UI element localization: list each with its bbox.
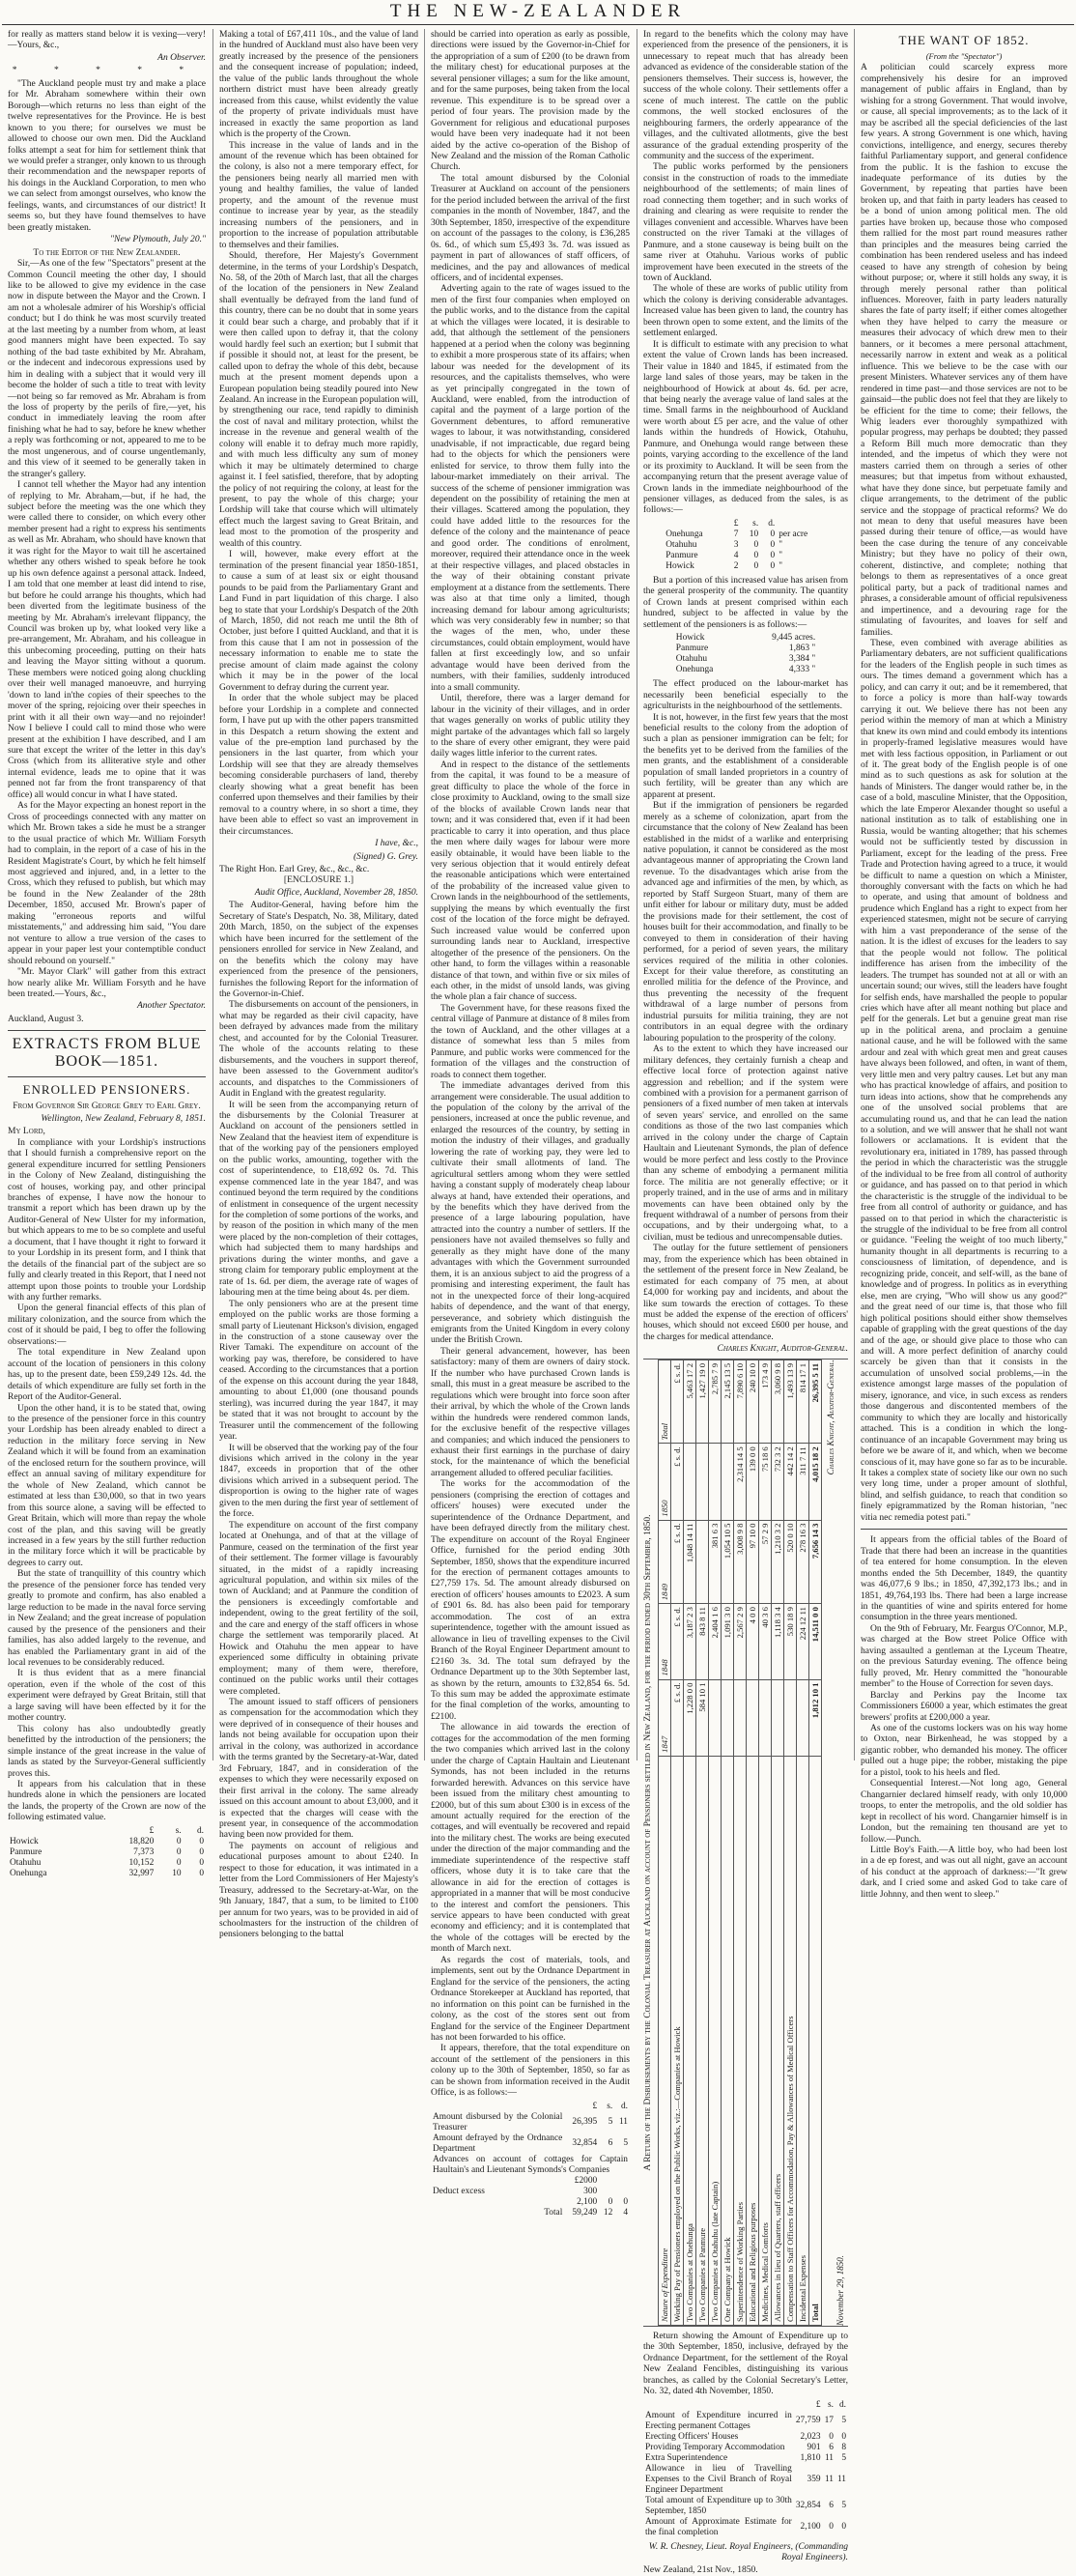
column-divider (424, 29, 425, 1760)
paragraph: It is difficult to estimate with any precision to what extent the value of Crown lands has been increased. Their value in 1840 and 1845, if estimated from the large land sales of those years, may be taken in the neighbourhood of Howick at about 4s. 6d. per acre, that being nearly the average value of land sales at the time. Small farms in the neighbourhood of Auckland were worth about £5 per acre, and the value of other lands within the hundreds of Howick, Otahuhu, Panmure, and Onehunga would range between these points, varying according to the excellence of the land or its proximity to Auckland. It will be seen from the accompanying return that the present average value of Crown lands in the immediate neighbourhood of the pensioner villages, as deduced from the sales, is as follows:— (643, 338, 848, 516)
lead-in: for really as matters stand below it is vexing—very!—Yours, &c., (8, 29, 206, 51)
paragraph: As regards the cost of materials, tools, and implements, sent out by the Ordnance Department in England for the service of the pensioners, the acting Ordnance Storekeeper at Auckland has reported, that no information on this point can be furnished in the colony, as the cost of the stores sent out from England for the service of the Engineer Department has not been forwarded to his office. (431, 1954, 630, 2044)
paragraph: The whole of these are works of public utility from which the colony is deriving considerable advantages. Increased value has been given to land, the country has been thrown open to some extent, and the limits of the settlement enlarged. (643, 283, 848, 339)
table-row: Deduct excess 300 (433, 2186, 598, 2196)
table-row: Working Pay of Pensioners employed on the Public Works, viz.:—Companies at Howick £ s. d. £ s. d. £ s. d. £ s. d. £ s. d. (670, 1360, 683, 2325)
table-row: Onehunga 32,997 10 0 (10, 1868, 204, 1878)
paragraph: The works for the accommodation of the pensioners (comprising the erection of cottages and officers' houses) were executed under the superintendence of the Ordnance Department, and have been defrayed directly from the military chest. The expenditure on account of the Royal Engineer Office, furnished for the period ending 30th September, 1850, shows that the expenditure incurred for the erection of permanent cottages amounts to £27,759 17s. 5d. The amount already disbursed on erection of officers' houses amounts to £2023. A sum of £901 6s. 8d. has also been paid for temporary accommodation. The cost of an extra superintendence, together with the amount issued as allowance in lieu of travelling expenses to the Civil Branch of the Royal Engineer Department amount to £2160 3s. 3d. The total sum defrayed by the Ordnance Department up to the 30th September last, as shown by the return, amounts to £32,854 6s. 5d. To this sum may be added the approximate estimate for the final completion of the works, amounting to £2100. (431, 1478, 630, 1722)
table-row: Panmure 4 0 0 " (665, 550, 783, 560)
paragraph: The total expenditure in New Zealand upon account of the location of pensioners in this colony has, up to the present date, been £59,249 12s. 4d. the details of which expenditure are fully set forth in the Report of the Auditor-General. (8, 1347, 206, 1403)
table-row: Howick 9,445 acres. (675, 633, 816, 644)
paragraph: The amount issued to staff officers of pensioners as compensation for the accommodation which they were deprived of in consequence of their houses and lands not being available for occupation upon their arrival in the colony, was authorized in accordance with the terms granted by the Secretary-at-War, dated 3rd February, 1847, and in consideration of the expenses to which they were necessarily exposed on their first arrival in the colony. The same already issued on this account amount to about £3,000, and it is expected that the charges will cease with the present year, in consequence of the accommodation having been now provided for them. (219, 1696, 418, 1841)
table-row: Amount of Expenditure incurred in Erecting permanent Cottages 27,759 17 5 (645, 2410, 846, 2431)
despatch-from: From Governor Sir George Grey to Earl Grey. (13, 1101, 201, 1112)
paragraph: In compliance with your Lordship's instructions that I should furnish a comprehensive report on the general expenditure incurred for settling Pensioners in the Colony of New Zealand, distinguishing the cost of houses, working pay, and other principal branches of expense, I have now the honour to transmit a report which has been drawn up by the Auditor-General of New Ulster for my information, but which appears to me to be so complete and useful a document, that I have thought it right to forward it to your Lordship in its present form, and I think that the details of the financial part of the subject are so fully and clearly treated in this Report, that I need not attempt upon those points to trouble your Lordship with any further remarks. (8, 1136, 206, 1303)
section-heading: EXTRACTS FROM BLUE BOOK—1851. (12, 1036, 202, 1071)
table-row: Onehunga 4,333 " (675, 665, 816, 675)
quote: "The Auckland people must try and make a place for Mr. Abraham somewhere within their own Borough—which returns no less than eight of the twelve representatives for the Province. He is best known to you there; for ourselves we must be allowed to choose our own men. Did the Auckland folks attempt a seat for him for settlement think that we would prefer a stranger, only known to us through their recommendation and the newspaper reports of his doings in the Auckland Corporation, to men who we can select from amongst ourselves, who know the feelings, wants, and circumstances of our district! It seems so, but they have found themselves to have been greatly mistaken. (8, 77, 206, 233)
paragraph: Should, therefore, Her Majesty's Government determine, in the terms of your Lordship's Despatch, No. 58, of the 20th of March last, that all the charges of the location of the pensioners in New Zealand shall eventually be defrayed from the land fund of this country, there can be no doubt that in some years it could bear such a charge, and probably that if it were then called upon to defray it, that the colony would hardly feel such an exertion; but I submit that if possible it should not, at least for the present, be called upon to defray the whole of this debt, because much at the present moment depends upon a European population being steadily poured into New Zealand. An increase in the European population will, by strengthening our race, tend rapidly to diminish the cost of naval and military protection, whilst the increase in the revenue and general wealth of the colony will enable it to defray much more rapidly, and with much less difficulty any sum of money which it may be ultimately determined to charge against it. I feel satisfied, therefore, that by adopting the policy of not requiring the colony, at least for the present, to pay the whole of this charge; your Lordship will take that course which will ultimately effect much the largest saving to Great Britain, and lead most to the promotion of the prosperity and wealth of this country. (219, 250, 418, 549)
paragraph: Upon the general financial effects of this plan of military colonization, and the source from which the cost of it should be paid, I beg to offer the following observations:— (8, 1302, 206, 1347)
table-row: Providing Temporary Accommodation 901 6 8 (645, 2442, 846, 2452)
article-source: (From the "Spectator") (925, 51, 1003, 61)
paragraph: It is thus evident that as a mere financial operation, even if the whole of the cost of this experiment were defrayed by Great Britain, still that a large saving will have been effected by it for the mother country. (8, 1668, 206, 1724)
table-header: £ s. d. (733, 518, 776, 529)
column-3 (431, 29, 630, 2218)
paragraph: The disbursements on account of the pensioners, in what may be regarded as their civil capacity, have been defrayed by advances made from the military chest, and accounted for by the Colonial Treasurer. The whole of the accounts relating to these disbursements, and the vouchers in support thereof, have been assessed to the Government auditor's accounts, and dispatches to the Commissioners of Audit in England with the greatest regularity. (219, 999, 418, 1100)
expenditure-ledger (431, 2102, 630, 2218)
paragraph: This colony has also undoubtedly greatly benefitted by the introduction of the pensioners; the simple instance of the great increase in the value of lands as stated by the Surveyor-General sufficiently proves this. (8, 1723, 206, 1779)
table-row: Incidental Expenses 224 12 11 278 16 3 311 7 11 814 17 1 (796, 1360, 808, 2325)
office-dateline: Audit Office, Auckland, November 28, 1850. (254, 886, 418, 898)
rotated-return-frame (643, 1359, 848, 2327)
paragraph: As to the extent to which they have increased our military defences, they certainly furnish a cheap and effective local force of protection against native aggression and rebellion; and if the system were combined with a provision for a permanent garrison of pensioners of a fixed number of men taken at intervals of seven years' service, and enrolled on the same conditions as those of the two last companies which arrived in the colony under the charge of Captain Haultain and Lieutenant Symonds, the plan of defence would be more perfect and less costly to the Province than any scheme of embodying a permanent militia force. The militia are not generally effective; or it properly trained, and in the use of arms and in military movements can have been obtained only by the frequent withdrawal of a number of persons from their occupations, and by their undergoing what, to a civilian, must be tedious and unrecompensable duties. (643, 1044, 848, 1243)
paragraph: A politician could scarcely express more comprehensively his desire for an improved management of public affairs in England, than by wishing for a strong Government. That would involve, or cause, all special improvements; as to the lack of it may be ascribed all the special deficiencies of the last few years. A strong Government is one which, having convictions, intelligence, and energy, secures thereby faithful Parliamentary support, and general confidence from the public. It is the fashion to excuse the inadequate performance of its duties by the Government, by repeating that parties have been broken up, and that faith in party leaders has ceased to be a bond of union among political men. The old parties have broken up, because those who composed them rallied for the most part round measures rather than principles and the measures being carried the combination has been rendered useless and has indeed ceased to have any strength of cohesion by being without purpose; or, where it still holds any sway, it is through merely personal rather than political influences. Moreover, faith in party leaders naturally shares the fate of party itself; if either comes altogether when they have helped to carry the measure or measures their advocacy of which drew men to their banners, or it becomes a mere personal attachment, necessarily narrow in extent and weak as a political influence. This we believe to be the case with our present Ministers. Whatever services any of them have rendered in time past—and those services are not to be gainsaid—the public does not feel that they are likely to be efficient for the time to come; their fellows, the Whig leaders ever thoroughly sympathized with popular progress, may perhaps be doubted; they passed a Reform Bill much more democratic than they intended, and the impetus of which they were not masters carried them on through a series of other measures; but that impetus from without exhausted, what have they done since, but perpetuate family and clique arrangements, to the detriment of the public service and the stoppage of practical reforms? We do not mean to deny that useful measures have been passed during their tenure of office,—as would have been the case during the tenure of any conceivable Ministry; but they have no policy of their own, coherent, distinctive, and complete; nothing that belongs to them as representatives of a once great political party, but a pack of traditional names and phrases, a considerable amount of official repulsiveness and impertinence, and a devouring rage for the stimulating of favourites, and loaves for self and families. (861, 62, 1067, 638)
news-item: As one of the customs lockers was on his way home to Oxton, near Birkenhead, he was stopped by a gigantic robber, who demanded his money. The officer pulled out a huge pipe; the robber, mistaking the pipe for a pistol, took to his heels and fled. (861, 1722, 1067, 1778)
news-item: Little Boy's Faith.—A little boy, who had been lost in a de ep forest, and was out all night, gave an account of his conduct at the approach of darkness:—"It grew dark, and I cried some and asked God to take care of little Johnny, and then went to sleep." (861, 1844, 1067, 1900)
news-item: Consequential Interest.—Not long ago, General Changarnier declared himself ready, with only 10,000 troops, to enter the metropolis, and the old soldier has kept in recollect of his word. Changarnier himself is in London, but the remaining ten thousand are yet to follow.—Punch. (861, 1778, 1067, 1845)
paragraph: It appears from his calculation that in these hundreds alone in which the pensioners are located the lands, the property of the Crown are now of the following estimated value. (8, 1778, 206, 1823)
disbursement-table (658, 1360, 822, 2326)
paragraph: The Auditor-General, having before him the Secretary of State's Despatch, No. 38, Military, dated 20th March, 1850, on the subject of the expenses which have been incurred for the settlement of the pensioners enrolled for service in New Zealand, and on the benefits which the colony may have experienced from the presence of the pensioners, furnishes the following Report for the information of the Governor-in-Chief. (219, 900, 418, 999)
paragraph: I cannot tell whether the Mayor had any intention of replying to Mr. Abraham,—but, if he had, the subject before the meeting was the one which they were called there to consider, on which every other member present had a right to express his sentiments as well as Mr. Abraham, who should have known that it was right for the Mayor to wait till he ascertained whether any others wished to speak before he took up his own defence against a personal attack. Indeed, I am told that one member at least did intend to rise, but before he could arrange his thoughts, which had been diverted from the legitimate business of the meeting by Mr. Abraham's irrelevant flippancy, the Council was broken up by, what looked very like a pre-arrangement, Mr. Abraham, and his colleague in this unbecoming proceeding, putting on their hats and leaving the Mayor sitting without a quorum. These members were noticed going along chuckling over their well managed manoeuvre, and hurrying 'down to land in'the copies of their speeches to the mover of the spring, rejoicing over their speeches in print with it all their own way—and no rejoinder! Now I believe I could call to mind those who were present at the exhibition I have described, and I am sure that except the writer of the letter in this day's Cross (which from its alliterative style and other internal evidence, leads me to opine that it was penned not far from the front transparency of that office) all would concur in what I have stated. (8, 479, 206, 800)
table-header: Nature of Expenditure 1847 1848 1849 1850 Total (658, 1360, 670, 2325)
table-row: Onehunga 7 10 0 per acre (665, 529, 808, 539)
section-rule (861, 1529, 1067, 1530)
dateline: New Zealand, 21st Nov., 1850. (643, 2564, 758, 2576)
paragraph: And in respect to the distance of the settlements from the capital, it was found to be a measure of great difficulty to place the whole of the force in close proximity to Auckland, owing to the small size of the blocks of available Crown lands near that town; and it was considered that, even if it had been practicable to carry it into operation, and thus place the men where daily wages for labour were more easily obtainable, it would have been liable to the very serious objection that it would entirely defeat the reasonable anticipations which were entertained of the probability of the increased value given to Crown lands in the neighbourhood of the settlements, supplying the means by which eventually the first cost of the location of the force might be defrayed. Such increased value would be conferred upon surrounding lands near to Auckland, irrespective altogether of the presence of the pensioners. On the other hand, to form the villages within a reasonable distance of that town, and within five or six miles of each other, in the midst of unsold lands, was giving the whole plan a fair chance of success. (431, 758, 630, 1003)
ordnance-return-table (643, 2400, 848, 2538)
closing: I have, &c., (375, 838, 418, 849)
paragraph: The outlay for the future settlement of pensioners may, from the experience which has been obtained in the settlement of the present force in New Zealand, be estimated for each company of 75 men, at about £4,000 for working pay and incidents, and about the like sum towards the erection of cottages. To these must be added the expense of the erection of officers' houses, which should not exceed £600 per house, and the charges for medical attendance. (643, 1243, 848, 1342)
return-date: November 29, 1850. (835, 2254, 845, 2326)
table-row: Otahuhu 3 0 0 " (665, 539, 783, 550)
table-header: £ s. d. (149, 1825, 204, 1836)
paragraph: It appears, therefore, that the total expenditure on account of the settlement of the pensioners in this colony up to the 30th of September, 1850, so far as can be shown from information received in the Audit Office, is as follows:— (431, 2043, 630, 2099)
table-total-row: Total 1,812 10 1 14,511 0 0 7,656 14 3 4,015 18 2 26,395 5 11 (808, 1360, 821, 2325)
table-row: Amount defrayed by the Ordnance Department 32,854 6 5 (433, 2132, 628, 2154)
paragraph: The Government have, for these reasons fixed the central village of Panmure at distance of 8 miles from the town of Auckland, and the other villages at a distance of somewhat less than 5 miles from Panmure, and public works were commenced for the formation of the villages and the construction of roads to connect them together. (431, 1002, 630, 1080)
table-row: Total amount of Expenditure up to 30th September, 1850 32,854 6 5 (645, 2495, 846, 2516)
section-rule (8, 1076, 206, 1077)
table-row: Howick 18,820 0 0 (10, 1836, 204, 1846)
table-row: Extra Superintendence 1,810 11 5 (645, 2452, 846, 2463)
paragraph: As for the Mayor expecting an honest report in the Cross of proceedings connected with any matter on which Mr. Brown takes a side he must be a stranger to the usual practice of which Mr. William Forsyth had to complain, in the report of a case of his in the Resident Magistrate's Court, by which he felt himself most aggrieved and injured, and, in a letter to the Cross, which they refused to publish, but which may be found in the New Zealander of the 28th December, 1850, accused Mr. Brown's paper of making "erroneous reports and wilful misstatements," and addressing him said, "You dare not venture to allow a true version of the cases to appear in your paper lest your contemptible conduct should rebound on yourself." (8, 800, 206, 966)
column-divider (212, 29, 213, 1760)
table-row: 2,100 0 0 (577, 2196, 628, 2207)
table-row: One Company at Howick 1,091 3 0 1,054 10 5 2,145 13 5 (721, 1360, 733, 2325)
paragraph: In regard to the benefits which the colony may have experienced from the presence of the pensioners, it is unnecessary to repeat much that has already been advanced as evidence of the considerable station of the pensioners themselves. Their success is, however, the success of the whole colony. Their settlements offer a scene of much interest. The cattle on the public commons, the well stocked enclosures of the neighbouring farmers, the orderly appearance of the villages, and the cultivated allotments, give the best assurance of the gradual extending prosperity of the community and the success of the experiment. (643, 29, 848, 161)
paragraph: It is not, however, in the first few years that the most beneficial results to the colony from the adoption of such a plan as pensioner immigration can be felt; for the benefits yet to be derived from the families of the men grants, and the establishment of a considerable population of small landed proprietors in a country of such fertility, will be greater than any which are apparent at present. (643, 711, 848, 800)
table-row: Two Companies at Panmure 584 10 1 843 8 11 1,427 19 0 (695, 1360, 708, 2325)
salutation: My Lord, (8, 1126, 45, 1137)
paragraph: In order that the whole subject may be placed before your Lordship in a complete and connected form, I have put up with the other papers transmitted in this Despatch a return showing the extent and value of the pre-emption land purchased by the pensioners in the last quarter, from which your Lordship will see that they are already themselves becoming considerable purchasers of land, thereby clearly showing what a great benefit has been conferred upon themselves and their families by their removal to a country where, in so short a time, they have been able to effect so vast an improvement in their circumstances. (219, 693, 418, 837)
rotated-return (643, 1360, 851, 2326)
paragraph: This increase in the value of lands and in the amount of the revenue which has been obtained for the colony, is also not a mere temporary effect, for the pensioners being nearly all married men with young and healthy families, the value of landed property, and the amount of the revenue must continue to increase year by year, as the steadily increasing numbers of the pensioners, and in proportion to the increase of population attributable to themselves and their families. (219, 139, 418, 250)
signature: W. R. Chesney, Lieut. Royal Engineers, (Commanding Royal Engineers). (648, 2540, 848, 2563)
table-row: Panmure 1,863 " (675, 644, 816, 654)
table-row: Amount disbursed by the Colonial Treasurer 26,395 5 11 (433, 2111, 628, 2132)
quote-source: "New Plymouth, July 20." (110, 234, 206, 245)
paragraph: Until, therefore, there was a larger demand for labour in the vicinity of their villages, and in order that wages generally on works of public utility they might partake of the advantages which fall so largely to the share of every other emigrant, they were paid daily wages little inferior to the current rates. (431, 693, 630, 759)
paragraph: But a portion of this increased value has arisen from the general prosperity of the community. The quantity of Crown lands at present comprised within each hundred, subject to be affected in value by the settlement of the pensioners is as follows:— (643, 574, 848, 630)
paragraph: The allowance in aid towards the erection of cottages for the accommodation of the men forming the two companies which arrived last in the colony under the charge of Captain Haultain and Lieutenant Symonds, has not been included in the returns forwarded herewith. Advances on this service have been issued from the military chest amounting to £2000, but of this sum about £300 is in excess of the amount actually required for the erection of the cottages, and will eventually be recovered and repaid into the military chest. The works are being executed under the direction of the major commanding and the immediate superintendence of the respective staff officers, whose duty it is to take care that the allowance in aid for the erection of cottages is appropriated in a manner that will be most conducive to the interest and comfort the pensioners. This service appears to have been conducted with great economy and efficiency; and it is contemplated that the whole of the cottages will be erected by the month of March next. (431, 1722, 630, 1955)
despatch-place: Wellington, New Zealand, February 8, 1851. (41, 1112, 206, 1124)
table-total-row: Total 59,249 12 4 (544, 2207, 628, 2218)
paragraph: Upon the other hand, it is to be stated that, owing to the presence of the pensioner force in this country your Lordship has been already enabled to direct a reduction in the military force serving in New Zealand which it will be found from an examination of the enclosed return for the southern province, will effect an annual saving of military expenditure for the whole of New Zealand, which cannot be estimated at less than £30,000, so that in two years from this source alone, a saving will be effected to Great Britain, which will more than repay the whole cost of the plan, and this saving will be greatly increased in a few years by the still further reduction in the military force which it will be practicable by degrees to carry out. (8, 1402, 206, 1568)
signature: Another Spectator. (136, 1000, 206, 1012)
paragraph: The immediate advantages derived from this arrangement were considerable. The usual addition to the population of the colony by the arrival of the pensioners, increased at once the public revenue, and enlarged the resources of the country, by setting in motion the industry of their villages, and gradually lowering the rate of working pay, they were led to cultivate their small allotments of land. The agricultural settlers among whom they were settled having a constant supply of moderately cheap labour always at hand, have extended their operations, and by the benefits which they have derived from the presence of a large labouring population, have attracted into the country a number of settlers. If the pensioners have not availed themselves so fully and generally as they might have done of the many advantages with which the Government surrounded them, it is an anxious subject to aid the progress of a promising and interesting experiment, the fault has not in the unexpected force of their long-acquired habits of dependence, and the want of that energy, perseverance, and sobriety which distinguish the emigrants from the United Kingdom in every colony under the British Crown. (431, 1080, 630, 1346)
paragraph: The payments on account of religious and educational purposes amount to about £240. In respect to those for education, it was intimated in a letter from the Lord Commissioners of Her Majesty's Treasury, addressed to the Secretary-at-War, on the 9th January, 1847, that a sum, to be limited to £100 per annum for two years, was to be provided in aid of schoolmasters for the instruction of the children of pensioners belonging to the battal (219, 1840, 418, 1940)
acreage-table (674, 633, 817, 675)
land-value-table (8, 1826, 206, 1879)
table-row: Otahuhu 3,384 " (675, 654, 816, 665)
paragraph: It will be observed that the working pay of the four divisions which arrived in the colony in the year 1847, exceeds in proportion that of the other divisions which arrived in a subsequent period. The disproportion is owing to the higher rate of wages given to the men during the first year of settlement of the force. (219, 1442, 418, 1520)
paragraph: But if the immigration of pensioners be regarded merely as a scheme of colonization, apart from the circumstance that the colony of New Zealand has been established in the midst of a warlike and enterprising native population, it cannot be considered as the most advantageous manner of appropriating the Crown land revenue. To the disadvantages which arise from the advanced age and infirmities of the men, by which, as reported by Staff Surgeon Stuart, many of them are unfit either for labour or military duty, must be added the provisions made for their settlement, the cost of houses built for their accommodation, and finally to be conveyed to them in consideration of their having performed, for a period of seven years, the military services required of the militia in other colonies. Except for their value therefore, as constituting an enrolled militia for the defence of the Province, and thus preventing the necessity of the frequent withdrawal of a large number of persons from industrial pursuits for militia training, they are not contributors in an equal degree with the ordinary labouring population to the prosperity of the colony. (643, 800, 848, 1044)
column-5 (861, 29, 1067, 1900)
table-row: Two Companies at Onehunga 1,228 0 0 3,187 2 3 1,048 14 11 5,463 17 2 (683, 1360, 695, 2325)
paragraph: The only pensioners who are at the present time employed on the public works are those forming a small party of Lieutenant Hickson's division, engaged in the construction of a stone causeway over the River Tamaki. The expenditure on account of the working pay was, therefore, be considered to have ceased. According to the circumstances that a portion of the expense on this account during the year 1848, amounting to about £1,000 (one thousand pounds sterling), was incurred during the year 1847, it may be stated that it was not brought to account by the Treasurer until the commencement of the following year. (219, 1298, 418, 1443)
column-1 (8, 29, 206, 1878)
news-item: It appears from the official tables of the Board of Trade that there had been an increase in the quantities of tea entered for home consumption. In the eleven months ended the 5th December, 1849, the quantity was 46,077,6 9 lbs.; in 1850, 47,392,173 lbs.; and in 1851, 49,764,193 lbs. There had been a large increase in the quantities of wine and spirits entered for home consumption in the three years mentioned. (861, 1534, 1067, 1623)
table-row: £2000 (574, 2175, 598, 2186)
table-header: £ s. d. (815, 2399, 846, 2410)
masthead-rule (2, 24, 1074, 25)
news-item: Barclay and Perkins pay the Income tax Commissioners £6000 a year, which estimates the great brewers' profits at £200,000 a year. (861, 1689, 1067, 1723)
masthead: THE NEW-ZEALANDER (389, 1, 687, 21)
table-row: Howick 2 0 0 " (665, 560, 783, 571)
paragraph: Sir,—As one of the few "Spectators" present at the Common Council meeting the other day, I should like to be allowed to give my evidence in the case now in dispute between the Mayor and the Crown. I am not a wholesale admirer of his Worship's official conduct; but I do think he was most scurvily treated at the last meeting by a number from whom, at least good manners might have been expected. To say nothing of the bad taste exhibited by Mr. Abraham, or the indecent and indecorous expressions used by him in dealing with a subject that it would very ill become the holder of such a title to treat with levity—not being so far removed as Mr. Abraham is from the loss of property by the perils of fire,—yet, his conduct in immediately leaving the room after finishing what he had to say, before he knew whether a reply was forthcoming or not, appeared to me to be the most ungenerous, and of course ungentlemanly, and this view of it seemed to be generally taken in the stranger's gallery. (8, 258, 206, 479)
table-row: Amount of Approximate Estimate for the final completion 2,100 0 0 (645, 2516, 846, 2537)
return-signature: Charles Knight, Auditor-General. (825, 1359, 835, 1475)
section-subheading: ENROLLED PENSIONERS. (22, 1082, 191, 1098)
table-row: Advances on account of cottages for Captain Haultain's and Lieutenant Symonds's Companies (433, 2154, 628, 2175)
acre-value-table (664, 519, 828, 572)
news-item: On the 9th of February, Mr. Feargus O'Connor, M.P., was charged at the Bow street Police Office with having assaulted a gentleman at the Lyceum Theatre, on the previous Saturday evening. The offence being fully proved, Mr. Henry committed the "honourable member" to the House of Correction for seven days. (861, 1622, 1067, 1690)
paragraph: should be carried into operation as early as possible, directions were issued by the Governor-in-Chief for the appropriation of a sum of £200 (to be drawn from the military chest) for educational purposes at the several pensioner villages; a sum for the like amount, and for the same purposes, being taken from the local revenue. This expenditure is to be spread over a period of four years. The provision made by the Government for religious and educational purposes would have been very inadequate had it not been aided by the active co-operation of the Bishop of New Zealand and the mission of the Roman Catholic Church. (431, 29, 630, 173)
column-4 (643, 29, 848, 2576)
table-row: Panmure 7,373 0 0 (10, 1846, 204, 1857)
paragraph: Making a total of £67,411 10s., and the value of land in the hundred of Auckland must also have been very greatly increased by the presence of the pensioners and the consequent increase of population; indeed, the value of the public lands throughout the whole northern district must have been already greatly increased from this cause, whilst evidently the value of the property of private individuals must have increased in exactly the same proportion as land which is the property of the Crown. (219, 29, 418, 140)
signature: (Signed) G. Grey. (354, 850, 418, 862)
paragraph: "Mr. Mayor Clark" will gather from this extract how nearly alike Mr. William Forsyth and he have been treated.—Yours, &c., (8, 966, 206, 999)
addressee: The Right Hon. Earl Grey, &c., &c., &c. (219, 863, 370, 874)
paragraph: These, even combined with average abilities as Parliamentary debaters, are not sufficient qualifications for the leaders of the English people in such times as ours. The times demand a government which has a policy, and can carry it out; and be it remembered, that to force a policy is more than half-way towards carrying it out. We believe there has not been any period within the memory of man at which a Ministry that knew its own mind and could embody its intentions in properly-framed legislative measures would have met with less factious opposition, in Parliament or out of it. The great body of the English people is of one mind as to such questions as ask for solution at the hands of Ministers. The danger would rather be, in the case of a bold, masculine Minister, that the Opposition, which the late Emperor Alexander thought so useful a national institution as to talk of establishing one in Russia, would be wanting altogether; that his schemes would not be sufficiently tested by discussion in Parliament, except for the leading of the press. Free Trade and Protection having agreed to a truce, it would be difficult to name a question on which a Minister, thoroughly conversant with the facts on which he had to operate, and using that amount of boldness and prudence which England has a right to expect from her experienced statesmen, might not be secure of carrying with him a vast preponderance of the sense of the nation. It is the idlest of excuses for the leaders to say that the people would not follow. The political indifference has arisen from the imbecility of the leaders. The trumpet has sounded not at all or with an uncertain sound; our wives, still the leaders have fought for selfish ends, have marshalled the people to popular cries which have after all meant nothing but place and pelf for the generals. Let but a genuine great man rise up in the political arena, and proclaim a genuine national cause, and he will be followed with the same ardour and zeal with which great men and great causes have always been followed, and often, in want of them, very little men and very paltry causes. Let but any man who has practical knowledge of affairs, and position to turn ideas into actions, show that he comprehends any one of the unsolved social problems that are accumulating round us, and that he can lead the nation to a solution, and we will answer that he shall not want followers or acclamations. It is evident that the revolutionary era, initiated in 1789, has passed through the period in which the characteristic was the struggle of the individual to be free from all control of authority or guidance, and has passed on to that period in which the characteristic is the struggle of the individual to be free from all control of authority or guidance, and has passed on to that period in which the characteristic is the struggle of the individual to be free from all control or guidance. "Feeling the weight of too much liberty," humanity thought in all departments is recurring to a consciousness of limitation, of dependence, and is recognizing pride, conceit, and self-will, as the bane of knowledge and of progress. In politics as in everything else, men are crying, "Who will show us any good?" and the great need of our time is, that those who fill high political positions should either show themselves capable of grappling with the great questions of the day and of the age, or should give place to those who can and will. A more perfect definition of anarchy could scarcely be given than that it consists in the accumulation of unsolved social problems,—in the existence amongst large masses of the population of misery, ignorance, and vice, in such excess as renders those dangerous and discontented members of the community to which they are locally and historically attached. This is a condition in which the long-continuance of an incapable Government may bring us before we be aware of it, and which, when we become conscious of it, may have gone so far as to be incurable. It takes a complex state of society like our own no such very long time, under a proper amount of slothful, blind, and selfish guidance, to reach that condition so finely epigrammatized by the Roman historian, "nec vitia nec remedia potest pati." (861, 638, 1067, 1523)
signature: Charles Knight, Auditor-General. (717, 1343, 848, 1355)
letter-heading: To the Editor of the New Zealander. (33, 246, 181, 258)
table-row: Compensation to Staff Officers for Accommodation, Pay & Allowances of Medical Officers 530 18 9 520 0 10 442 14 2 1,493 13 9 (783, 1360, 796, 2325)
table-row: Allowance in lieu of Travelling Expenses to the Civil Branch of Royal Engineer Department 359 11 11 (645, 2463, 846, 2495)
dateline: Auckland, August 3. (8, 1013, 84, 1024)
section-rule (8, 1030, 206, 1031)
paragraph: The public works performed by the pensioners consist in the construction of roads to the immediate neighbourhood of the settlements; of main lines of road connecting them together; and in such works of draining and clearing as were requisite to render the villages convenient and accessible. Wharves have been constructed on the river Tamaki at the villages of Panmure, and a stone causeway is being built on the same river at Otahuhu. Various works of public improvement have been executed in the streets of the town of Auckland. (643, 161, 848, 283)
paragraph: The total amount disbursed by the Colonial Treasurer at Auckland on account of the pensioners for the period included between the arrival of the first companies in the month of November, 1847, and the 30th September, 1850, irrespective of the expenditure on account of the passages to the colony, is £36,285 0s. 6d., of which sum £5,493 3s. 7d. was issued as payment in part of allowances of staff officers, of medicines, and the pay and allowances of medical officers, and of incidental expenses. (431, 172, 630, 283)
table-header: £ s. d. (592, 2101, 628, 2111)
column-divider (854, 29, 855, 1760)
table-row: Medicines, Medical Comforts 40 3 6 57 2 9 75 18 6 173 4 9 (758, 1360, 771, 2325)
table-row: Educational and Religious purposes 4 0 0 97 10 0 139 0 0 240 10 0 (746, 1360, 758, 2325)
table-row: Superintendence of Working Parties 2,567 2 9 3,008 9 8 2,314 14 5 7,890 6 10 (733, 1360, 746, 2325)
table-row: Two Companies at Otahuhu (late Captain) 2,404 1 6 381 6 3 2,785 7 9 (708, 1360, 721, 2325)
return-heading: Return showing the Amount of Expenditure up to the 30th September, 1850, inclusive, defrayed by the Ordnance Department, for the settlement of the Royal New Zealand Fencibles, distinguishing its various branches, as called by the Colonial Secretary's Letter, No. 32, dated 4th November, 1850. (643, 2330, 848, 2397)
article-title: THE WANT OF 1852. (898, 33, 1030, 47)
return-title: A Return of the Disbursements by the Colonial Treasurer at Auckland on account of Pensioners settled in New Zealand, for the period ended 30th September, 1850. (643, 1514, 653, 2171)
paragraph: Adverting again to the rate of wages issued to the men of the first four companies when employed on the public works, and to the distance from the capital at which the villages were located, it is desirable to add, that although the settlement of the pensioners happened at a period when the colony was beginning to exhibit a more prosperous state of its affairs; when labour was needed for the development of its resources, and the capitalists themselves, who were as yet principally congregated in the town of Auckland, were enabled, from the introduction of capital and the payment of a large portion of the Government debentures, to afford remunerative wages to labour, it was notwithstanding, considered unadvisable, if not impracticable, due regard being had to the objects for which the pensioners were enlisted for service, to throw them fully into the labour-market immediately on their arrival. The success of the scheme of pensioner immigration was dependent on the possibility of retaining the men at their villages. Scattered among the population, they could have added little to the resources for the defence of the colony and the maintenance of peace and good order. The conditions of enrolment, moreover, required their attendance once in the week at their respective villages, and placed obstacles in the way of their obtaining constant private employment at a distance from the settlements. There was also at that time only a limited, though increasing demand for labour among agriculturists; which was very considerably few in number; so that the wages of the men, who, under these circumstances, could obtain employment, would have fallen at first exceedingly low, and so unfair advantage would have been derived from the numbers, with their families, suddenly introduced into a small community. (431, 283, 630, 693)
ornament-stars: * * * * * (12, 65, 202, 76)
paragraph: Their general advancement, however, has been satisfactory: many of them are owners of dairy stock. If the number who have purchased Crown lands is small, this must in a great measure be ascribed to the regulations which were brought into force soon after their arrival, by which the whole of the Crown lands within the hundreds were rendered common lands, for the exclusive benefit of the respective villages and companies; and which induced the pensioners to exhaust their first earnings in the purchase of dairy stock, for the maintenance of which the beneficial arrangement alluded to offered peculiar facilities. (431, 1345, 630, 1478)
paragraph: The expenditure on account of the first company located at Onehunga, and of that at the village of Panmure, ceased on the termination of the first year of their settlement. The former village is favourably situated, in the midst of a rapidly increasing agricultural population, and within six miles of the town of Auckland; and at Panmure the condition of the pensioners is exceedingly comfortable and independent, owing to the great fertility of the soil, and the care and energy of the staff officers in whose charge the settlement was temporarily placed. At Howick and Otahuhu the men appear to have experienced some difficulty in obtaining private employment; many of them were, therefore, continued on the public works until their cottages were completed. (219, 1519, 418, 1697)
table-row: Erecting Officers' Houses 2,023 0 0 (645, 2431, 846, 2442)
table-row: Otahuhu 10,152 0 0 (10, 1857, 204, 1868)
table-row: Allowances in lieu of Quarters, staff officers 1,118 3 4 1,210 3 2 732 3 2 3,060 9 8 (771, 1360, 783, 2325)
column-2 (219, 29, 418, 1940)
paragraph: The effect produced on the labour-market has necessarily been beneficial especially to the agriculturists in the neighbourhood of the settlements. (643, 678, 848, 712)
paragraph: I will, however, make every effort at the termination of the present financial year 1850-1851, to cause a sum of at least six or eight thousand pounds to be paid from the Parliamentary Grant and Land Fund in part liquidation of this charge. I also beg to state that your Lordship's Despatch of the 20th of March, 1850, did not reach me until the 8th of October, just before I quitted Auckland, and that it is from this cause that I am not in possession of the necessary information to enable me to state the precise amount of claim made against the colony which it may be in the power of the local Government to defray during the current year. (219, 549, 418, 693)
signature: An Observer. (157, 51, 206, 63)
paragraph: It will be seen from the accompanying return of the disbursements by the Colonial Treasurer at Auckland on account of the pensioners settled in New Zealand that the heaviest item of expenditure is that of the working pay of the pensioners employed on the public works, amounting, together with the cost of superintendence, to £18,692 0s. 7d. This expense commenced late in the year 1847, and was continued beyond the term required by the conditions of enlistment in consequence of the urgent necessity for the completion of some portions of the works, and by reason of the position in which many of the men were placed by the non-completion of their cottages, which had subjected them to many hardships and privations during the winter months, and gave a strong claim for temporary public employment at the rate of 1s. 6d. per diem, the average rate of wages of labouring men at the time being about 4s. per diem. (219, 1099, 418, 1299)
paragraph: But the state of tranquillity of this country which the presence of the pensioner force has tended very greatly to promote and confirm, has also enabled a large reduction to be made in the naval force serving in New Zealand; and the great increase of population caused by the presence of the pensioners and their families, has also added largely to the revenue, and has enabled the Parliamentary grant in aid of the local revenues to be considerably reduced. (8, 1568, 206, 1668)
enclosure-heading: [ENCLOSURE 1.] (283, 874, 354, 886)
